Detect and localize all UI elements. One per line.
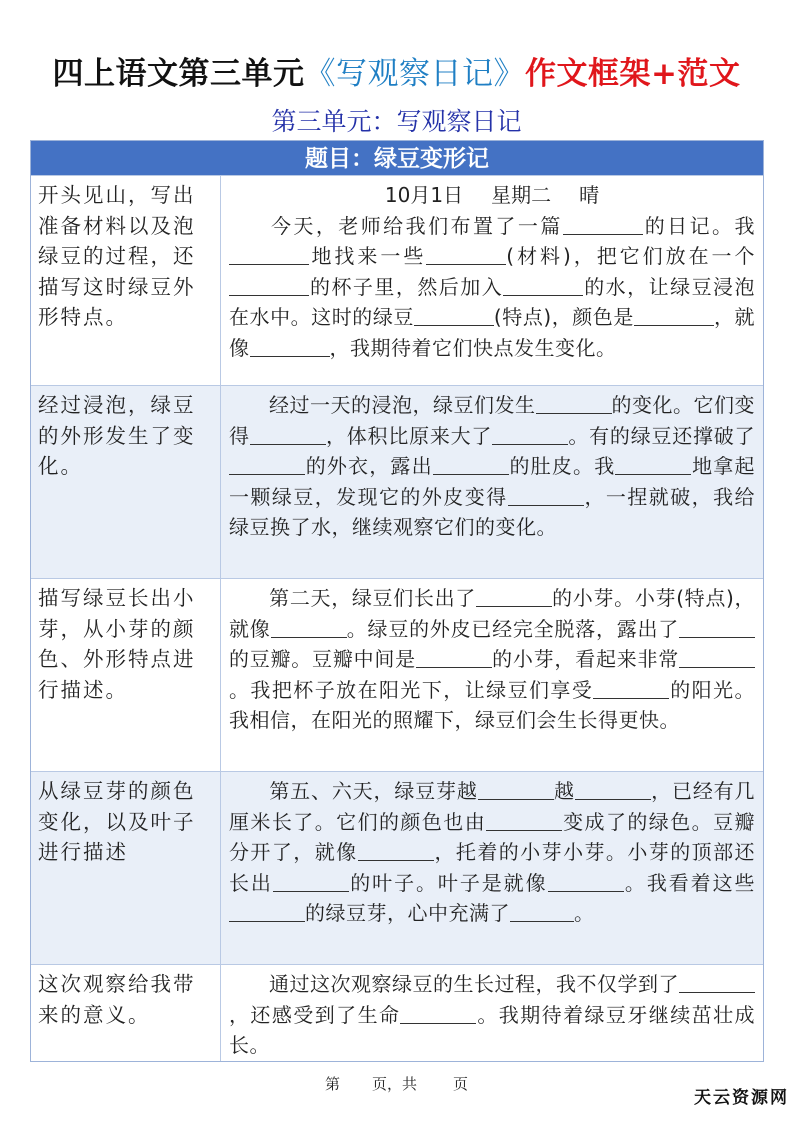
guide-cell: 描写绿豆长出小芽，从小芽的颜色、外形特点进行描述。 [31,579,221,771]
text-segment: 。 [574,901,595,925]
diary-weekday: 星期二 [491,183,552,207]
fill-blank[interactable] [229,244,309,265]
essay-paragraph [229,969,755,1061]
text-segment: 的变化。它们变得 [229,393,755,448]
fill-blank[interactable] [492,424,568,445]
text-segment: 经过一天的浸泡，绿豆们发生 [269,393,536,417]
fill-blank[interactable] [229,275,309,296]
essay-cell [221,965,763,1061]
text-segment: 。我把杯子放在阳光下，让绿豆们享受 [229,677,594,702]
page-footer [0,1073,793,1094]
text-segment: 。绿豆的外皮已经完全脱落，露出了 [346,616,680,641]
text-segment: ，我期待着它们快点发生变化。 [329,335,617,360]
fill-blank[interactable] [510,901,574,922]
fill-blank[interactable] [536,393,612,414]
fill-blank[interactable] [250,424,326,445]
text-segment: 的绿豆芽，心中充满了 [305,901,510,925]
guide-cell: 这次观察给我带来的意义。 [31,965,221,1061]
text-segment: 越 [553,779,575,803]
main-title [0,48,793,93]
page-label-suffix: 页 [453,1075,469,1093]
text-segment: 地找来一些 [309,244,427,268]
table-row [31,385,763,578]
essay-cell [221,386,763,578]
text-segment: 。我看着这些 [623,870,756,895]
table-row [31,964,763,1061]
fill-blank[interactable] [508,485,584,506]
page-label-mid: 页，共 [371,1075,417,1093]
page-label-prefix: 第 [324,1075,340,1093]
fill-blank[interactable] [250,336,330,357]
fill-blank[interactable] [229,454,305,475]
fill-blank[interactable] [400,1003,476,1024]
diary-dateline [229,180,755,211]
text-segment: 。我期待着绿豆牙继续茁壮成长。 [229,1002,756,1057]
text-segment: 通过这次观察绿豆的生长过程，我不仅学到了 [269,972,679,996]
table-row [31,578,763,771]
guide-cell: 从绿豆芽的颜色变化，以及叶子进行描述 [31,772,221,964]
title-part-type: 作文框架+范文 [525,56,741,92]
fill-blank[interactable] [679,647,755,668]
watermark-logo: 天云资源网 [694,1088,789,1108]
fill-blank[interactable] [478,779,554,800]
title-part-topic: 《写观察日记》 [304,56,525,92]
fill-blank[interactable] [271,617,347,638]
fill-blank[interactable] [634,305,714,326]
fill-blank[interactable] [416,647,492,668]
text-segment: 的日记。我 [642,213,756,238]
table-header: 题目：绿豆变形记 [31,141,763,175]
text-segment: ，一捏就破，我给绿豆换了水，继续观察它们的变化。 [229,484,756,539]
sub-title: 第三单元：写观察日记 [271,107,522,136]
diary-weather: 晴 [579,183,600,207]
text-segment: 的外衣，露出 [305,454,433,478]
text-segment: 的肚皮。我 [508,454,616,478]
fill-blank[interactable] [476,586,552,607]
text-segment: 的杯子里，然后加入 [309,274,504,299]
essay-paragraph [229,390,755,543]
text-segment: 变成了的绿色。豆瓣分开了，就像 [229,809,756,864]
text-segment: ，还感受到了生命 [229,1002,401,1027]
essay-cell [221,176,763,385]
table-row [31,771,763,964]
fill-blank[interactable] [615,454,691,475]
fill-blank[interactable] [563,214,643,235]
text-segment: ，体积比原来大了 [325,423,493,448]
fill-blank[interactable] [503,275,583,296]
fill-blank[interactable] [414,305,494,326]
title-part-grade: 四上语文第三单元 [52,56,305,92]
essay-paragraph [229,211,755,364]
guide-cell: 经过浸泡，绿豆的外形发生了变化。 [31,386,221,578]
text-segment: 。有的绿豆还撑破了 [568,423,756,448]
text-segment: 的小芽。小芽(特点)，就像 [229,586,756,641]
text-segment: 的阳光。我相信，在阳光的照耀下，绿豆们会生长得更快。 [229,677,756,732]
text-segment: 地拿起一颗绿豆，发现它的外皮变得 [229,454,755,509]
fill-blank[interactable] [426,244,506,265]
essay-framework-table [30,140,764,1062]
guide-cell: 开头见山，写出准备材料以及泡绿豆的过程，还描写这时绿豆外形特点。 [31,176,221,385]
text-segment: 今天，老师给我们布置了一篇 [269,213,563,238]
text-segment: 的叶子。叶子是就像 [348,870,548,895]
fill-blank[interactable] [433,454,509,475]
text-segment: 的水，让绿豆浸泡在水中。这时的绿豆 [229,274,756,329]
fill-blank[interactable] [229,901,305,922]
text-segment: ，托着的小芽小芽。小芽的顶部还长出 [229,840,756,895]
fill-blank[interactable] [679,972,755,993]
fill-blank[interactable] [358,840,434,861]
text-segment: ，就像 [229,305,755,360]
text-segment: 的小芽，看起来非常 [491,647,680,671]
diary-date: 10月1日 [384,183,464,207]
text-segment: 第二天，绿豆们长出了 [269,586,476,610]
fill-blank[interactable] [593,678,669,699]
fill-blank[interactable] [679,617,755,638]
text-segment: (材料)，把它们放在一个 [506,244,756,268]
text-segment: (特点)，颜色是 [493,305,634,329]
fill-blank[interactable] [486,810,562,831]
text-segment: 的豆瓣。豆瓣中间是 [229,647,416,671]
fill-blank[interactable] [575,779,651,800]
text-segment: ，已经有几厘米长了。它们的颜色也由 [229,779,756,834]
essay-cell [221,772,763,964]
essay-cell [221,579,763,771]
fill-blank[interactable] [273,871,349,892]
text-segment: 第五、六天，绿豆芽越 [269,779,478,803]
essay-paragraph [229,583,755,736]
essay-paragraph [229,776,755,929]
table-row [31,175,763,385]
fill-blank[interactable] [548,871,624,892]
